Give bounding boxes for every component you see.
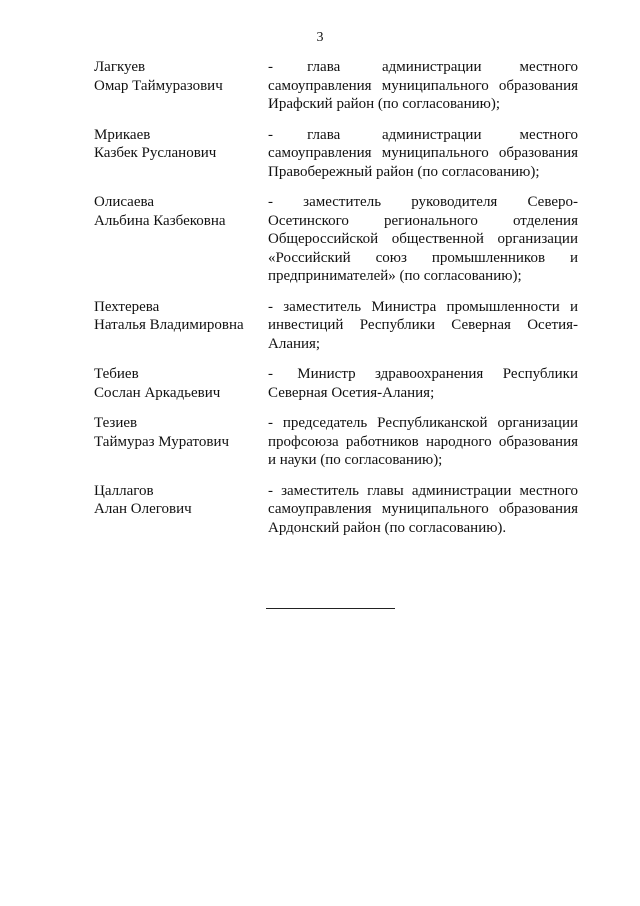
given-names: Альбина Казбековна [94,212,226,229]
member-name [94,58,268,95]
given-names: Сослан Аркадьевич [94,384,221,401]
member-position: - заместитель Министра промышленности и инвестиций Республики Северная Осетия-Алания; [268,298,578,352]
given-names: Казбек Русланович [94,145,217,161]
surname: Пехтерева [94,298,160,315]
list-item [94,414,578,470]
member-name [94,365,268,402]
member-position: - председатель Республиканской организации профсоюза работников народного образования и науки (по согласованию); [268,415,578,468]
given-names: Таймураз Муратович [94,433,230,450]
given-names: Алан Олегович [94,501,192,517]
member-position: - глава администрации местного самоуправления муниципального образования Правобережный район (по согласованию); [268,126,578,180]
list-item [94,58,578,114]
member-list [94,58,578,537]
surname: Олисаева [94,194,155,210]
list-item [94,126,578,182]
list-item [94,482,578,538]
member-position: - заместитель главы администрации местного самоуправления муниципального образования Ардонский район (по согласованию). [268,482,578,536]
member-position: - заместитель руководителя Северо-Осетинского регионального отделения Общероссийской общественной организации «Российский союз промышленников и предпринимателей» (по согласованию); [268,194,578,284]
given-names: Наталья Владимировна [94,317,244,333]
closing-rule [266,608,395,609]
member-position: - Министр здравоохранения Республики Северная Осетия-Алания; [268,366,578,401]
surname: Цаллагов [94,482,154,499]
list-item [94,193,578,286]
surname: Тебиев [94,366,139,382]
list-item [94,298,578,354]
member-name [94,126,268,163]
page-number: 3 [316,30,324,45]
list-item [94,365,578,402]
member-name [94,414,268,451]
member-name [94,482,268,519]
surname: Мрикаев [94,126,151,143]
surname: Тезиев [94,415,138,431]
surname: Лагкуев [94,59,146,75]
given-names: Омар Таймуразович [94,77,223,94]
member-position: - глава администрации местного самоуправления муниципального образования Ирафский район (по согласованию); [268,59,578,112]
member-name [94,298,268,335]
member-name [94,193,268,230]
